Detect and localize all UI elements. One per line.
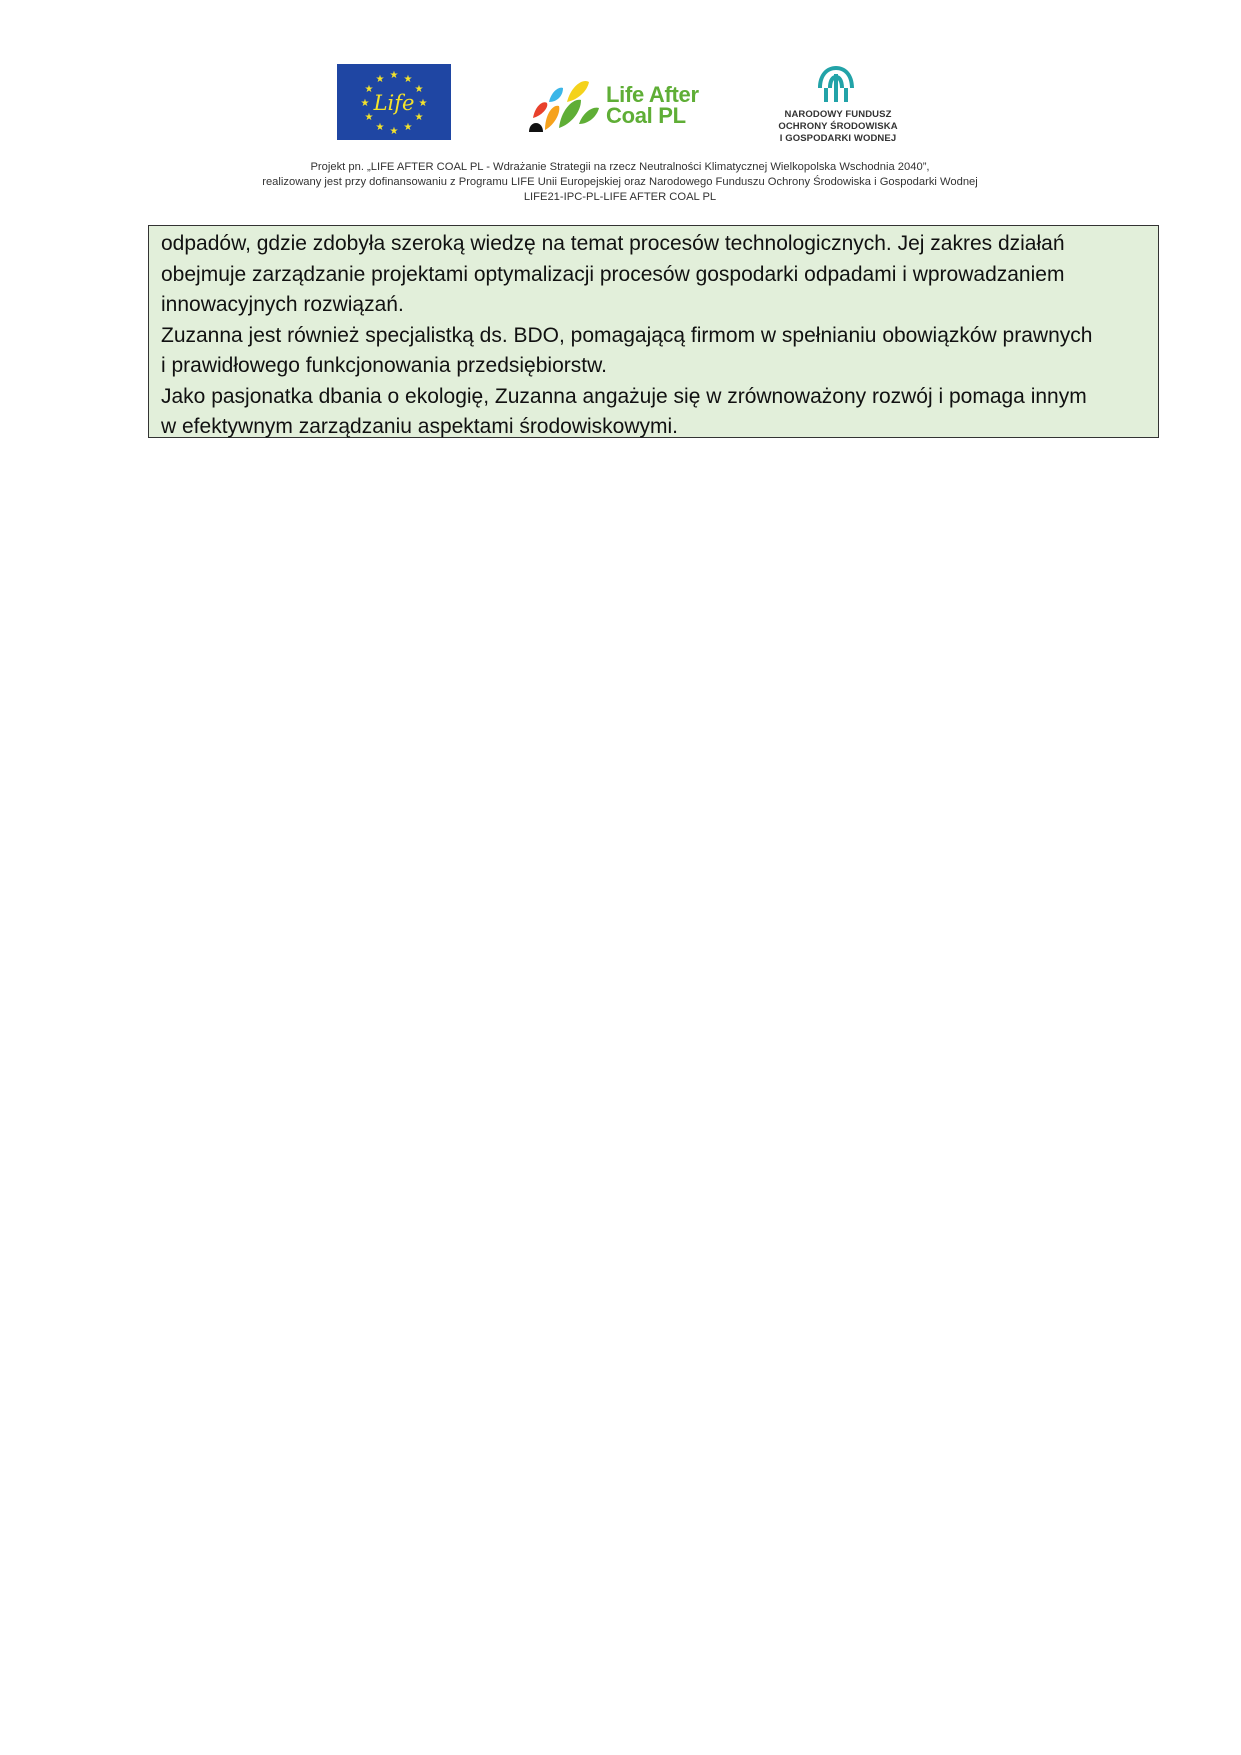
bio-line: w efektywnym zarządzaniu aspektami środowiskowymi. [161, 415, 679, 438]
svg-text:★: ★ [375, 122, 385, 133]
lac-title-line2: Coal PL [606, 103, 686, 128]
bio-line: innowacyjnych rozwiązań. [161, 293, 404, 316]
bio-line: Jako pasjonatka dbania o ekologię, Zuzanna angażuje się w zrównoważony rozwój i pomaga innym [161, 384, 1087, 408]
svg-text:★: ★ [360, 98, 370, 109]
nfosigw-name-line2: OCHRONY ŚRODOWISKA [778, 121, 898, 132]
project-info-line2: realizowany jest przy dofinansowaniu z Programu LIFE Unii Europejskiej oraz Narodowego Funduszu Ochrony Środowiska i Gospodarki Wodnej [262, 176, 978, 188]
bio-line: Zuzanna jest również specjalistką ds. BDO, pomagającą firmom w spełnianiu obowiązków prawnych [161, 323, 1093, 347]
svg-text:★: ★ [389, 70, 399, 81]
project-info-line3: LIFE21-IPC-PL-LIFE AFTER COAL PL [523, 191, 717, 203]
bio-line: obejmuje zarządzanie projektami optymalizacji procesów gospodarki odpadami i wprowadzaniem [161, 262, 1065, 286]
project-info [150, 160, 1090, 205]
svg-text:★: ★ [418, 98, 428, 109]
svg-text:★: ★ [403, 74, 413, 85]
nfosigw-logo [763, 64, 913, 150]
svg-text:★: ★ [364, 112, 374, 123]
bio-line: odpadów, gdzie zdobyła szeroką wiedzę na temat procesów technologicznych. Jej zakres działań [161, 232, 1065, 255]
bio-line: i prawidłowego funkcjonowania przedsiębiorstw. [161, 354, 607, 377]
life-wordmark: Life [373, 91, 415, 115]
nfosigw-emblem-icon [814, 64, 858, 106]
project-info-line1: Projekt pn. „LIFE AFTER COAL PL - Wdrażanie Strategii na rzecz Neutralności Klimatycznej Wielkopolska Wschodnia 2040”, [310, 161, 930, 173]
life-after-coal-logo [527, 76, 717, 136]
nfosigw-name-line3: I GOSPODARKI WODNEJ [779, 133, 897, 144]
svg-text:★: ★ [389, 126, 399, 137]
nfosigw-name [763, 109, 913, 145]
lac-title-line1: Life After [606, 82, 699, 107]
svg-text:★: ★ [414, 84, 424, 95]
life-after-coal-title [606, 84, 721, 126]
eu-life-logo [337, 64, 451, 140]
svg-text:★: ★ [403, 122, 413, 133]
bio-text-box [148, 225, 1159, 438]
eu-flag-icon [337, 64, 451, 140]
svg-text:★: ★ [414, 112, 424, 123]
svg-text:★: ★ [364, 84, 374, 95]
svg-text:★: ★ [375, 74, 385, 85]
nfosigw-name-line1: NARODOWY FUNDUSZ [784, 109, 892, 120]
life-after-coal-icon [527, 76, 607, 136]
